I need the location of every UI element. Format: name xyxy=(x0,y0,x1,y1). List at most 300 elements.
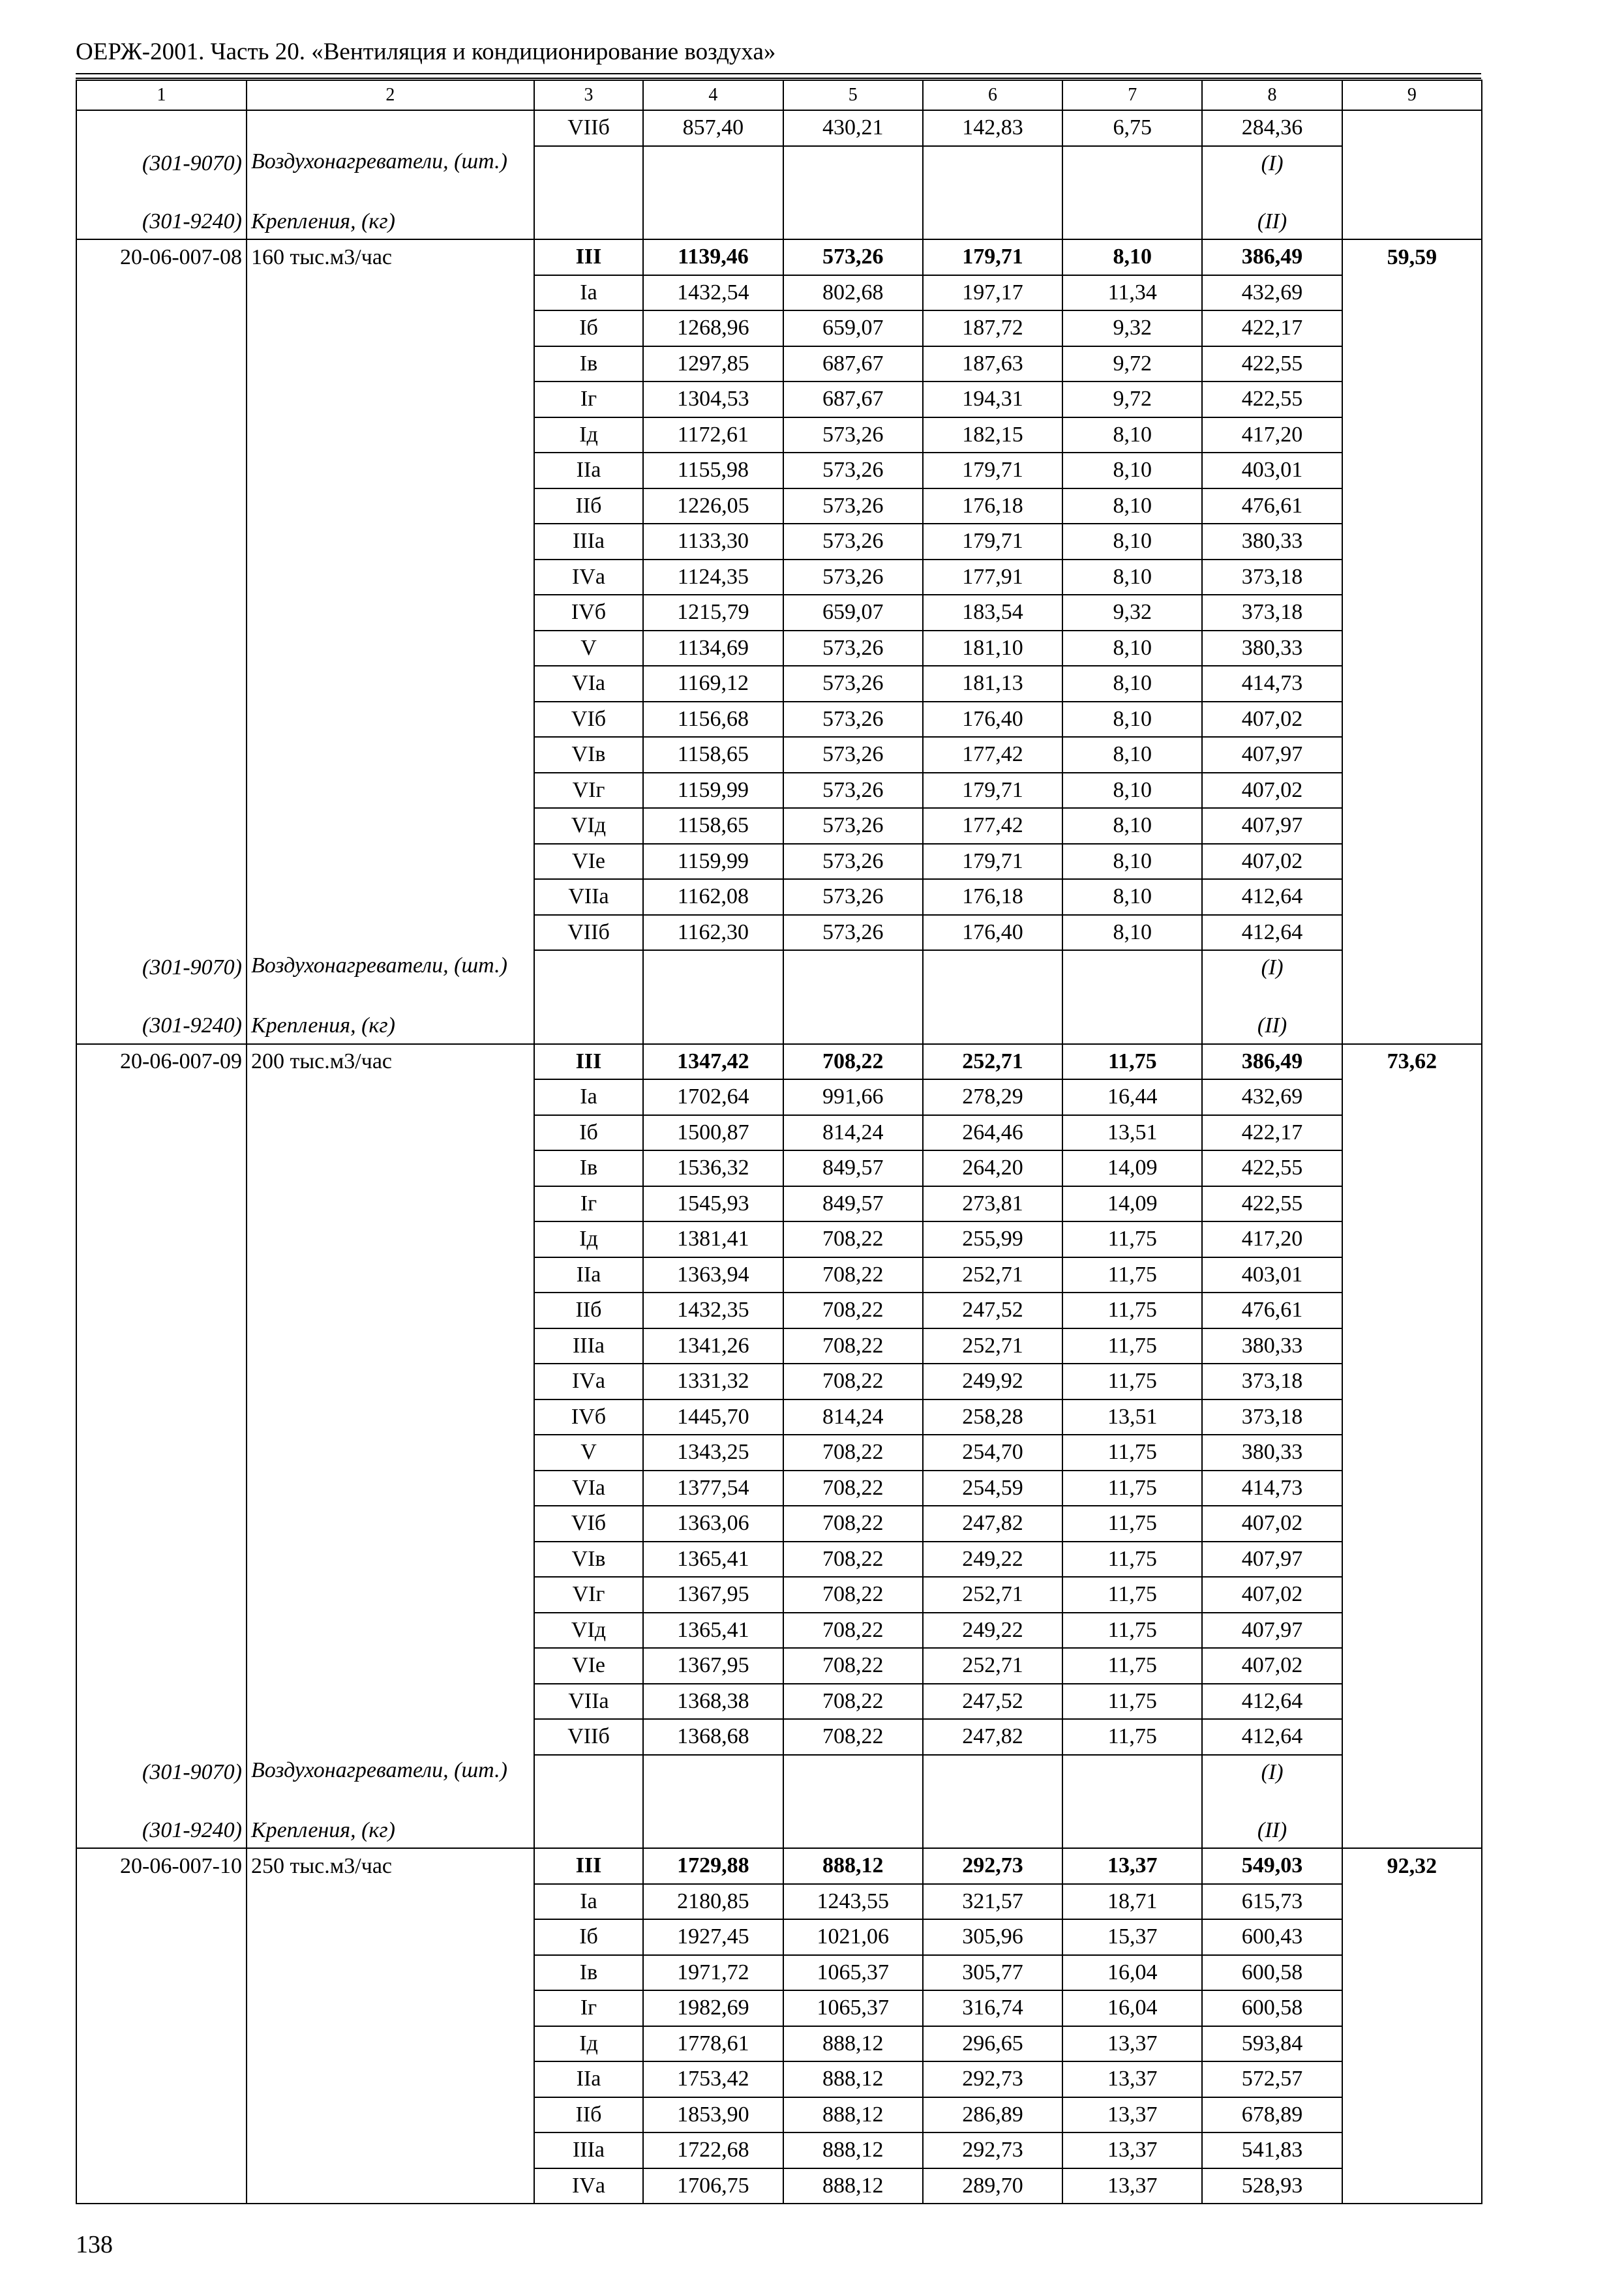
value-cell: 8,10 xyxy=(1062,417,1202,453)
empty-cell xyxy=(923,1755,1062,1814)
empty-cell xyxy=(1342,1719,1482,1755)
value-cell: 142,83 xyxy=(923,110,1062,146)
value-cell: 181,13 xyxy=(923,666,1062,702)
value-cell: 292,73 xyxy=(923,2061,1062,2097)
value-cell: 194,31 xyxy=(923,382,1062,417)
value-cell: 1365,41 xyxy=(643,1613,783,1649)
column-number: 6 xyxy=(923,80,1062,110)
resource-ref: (I) xyxy=(1202,950,1342,1009)
value-cell: 1753,42 xyxy=(643,2061,783,2097)
value-cell: 1021,06 xyxy=(783,1919,923,1955)
empty-cell xyxy=(247,631,534,666)
empty-cell xyxy=(643,205,783,240)
value-cell: 247,82 xyxy=(923,1719,1062,1755)
column-number: 7 xyxy=(1062,80,1202,110)
value-cell: 8,10 xyxy=(1062,844,1202,880)
value-cell: Iб xyxy=(534,1919,644,1955)
table-row xyxy=(76,1257,1482,1293)
empty-cell xyxy=(1342,666,1482,702)
value-cell: IIа xyxy=(534,2061,644,2097)
value-cell: 187,72 xyxy=(923,310,1062,346)
empty-cell xyxy=(1342,950,1482,1009)
value-cell: 254,59 xyxy=(923,1471,1062,1506)
value-cell: 422,55 xyxy=(1202,1150,1342,1186)
value-cell: 8,10 xyxy=(1062,631,1202,666)
value-cell: 573,26 xyxy=(783,915,923,951)
empty-cell xyxy=(1342,808,1482,844)
value-cell: 292,73 xyxy=(923,2132,1062,2168)
value-cell: 9,72 xyxy=(1062,382,1202,417)
value-cell: 252,71 xyxy=(923,1257,1062,1293)
empty-cell xyxy=(534,1009,644,1044)
table-row xyxy=(76,2097,1482,2133)
value-cell: 252,71 xyxy=(923,1648,1062,1684)
empty-cell xyxy=(76,417,247,453)
resource-name: Крепления, (кг) xyxy=(247,205,534,240)
empty-cell xyxy=(76,560,247,595)
value-cell: 8,10 xyxy=(1062,773,1202,809)
table-row xyxy=(76,1435,1482,1471)
value-cell: 182,15 xyxy=(923,417,1062,453)
rate-name: 160 тыс.м3/час xyxy=(247,239,534,275)
value-cell: 380,33 xyxy=(1202,1435,1342,1471)
value-cell: 708,22 xyxy=(783,1364,923,1399)
empty-cell xyxy=(1342,1577,1482,1613)
empty-cell xyxy=(1342,2061,1482,2097)
value-cell: 9,32 xyxy=(1062,595,1202,631)
value-cell: 9,32 xyxy=(1062,310,1202,346)
value-cell: Iг xyxy=(534,1990,644,2026)
value-cell: 888,12 xyxy=(783,2097,923,2133)
empty-cell xyxy=(76,1506,247,1542)
value-cell: 849,57 xyxy=(783,1186,923,1222)
empty-cell xyxy=(247,1150,534,1186)
empty-cell xyxy=(247,2026,534,2062)
value-cell: 11,75 xyxy=(1062,1684,1202,1720)
empty-cell xyxy=(247,702,534,738)
empty-cell xyxy=(247,808,534,844)
value-cell: 708,22 xyxy=(783,1613,923,1649)
value-cell: 1545,93 xyxy=(643,1186,783,1222)
value-cell: 615,73 xyxy=(1202,1884,1342,1920)
table-row xyxy=(76,560,1482,595)
table-row xyxy=(76,275,1482,311)
value-cell: IVа xyxy=(534,560,644,595)
empty-cell xyxy=(247,2168,534,2204)
resource-ref: (II) xyxy=(1202,1814,1342,1849)
table-row xyxy=(76,631,1482,666)
empty-cell xyxy=(247,275,534,311)
table-row xyxy=(76,2061,1482,2097)
table-row xyxy=(76,1719,1482,1755)
value-cell: 177,42 xyxy=(923,737,1062,773)
value-cell: 247,52 xyxy=(923,1293,1062,1328)
empty-cell xyxy=(76,1364,247,1399)
value-cell: 573,26 xyxy=(783,702,923,738)
value-cell: 1536,32 xyxy=(643,1150,783,1186)
empty-cell xyxy=(1062,205,1202,240)
empty-cell xyxy=(247,737,534,773)
value-cell: 13,37 xyxy=(1062,1848,1202,1884)
empty-cell xyxy=(247,488,534,524)
rate-code: 20-06-007-08 xyxy=(76,239,247,275)
empty-cell xyxy=(1342,1186,1482,1222)
value-cell: 573,26 xyxy=(783,666,923,702)
empty-cell xyxy=(247,1990,534,2026)
value-cell: 255,99 xyxy=(923,1221,1062,1257)
value-cell: 1172,61 xyxy=(643,417,783,453)
value-cell: 414,73 xyxy=(1202,666,1342,702)
value-cell: 305,96 xyxy=(923,1919,1062,1955)
value-cell: VIг xyxy=(534,1577,644,1613)
empty-cell xyxy=(1342,1364,1482,1399)
value-cell: 254,70 xyxy=(923,1435,1062,1471)
column-number: 9 xyxy=(1342,80,1482,110)
resource-ref: (II) xyxy=(1202,205,1342,240)
empty-cell xyxy=(1342,1079,1482,1115)
value-cell: 417,20 xyxy=(1202,417,1342,453)
empty-cell xyxy=(247,1364,534,1399)
empty-cell xyxy=(247,1471,534,1506)
value-cell: IIб xyxy=(534,1293,644,1328)
value-cell: 1971,72 xyxy=(643,1955,783,1991)
value-cell: 687,67 xyxy=(783,382,923,417)
value-cell: 13,37 xyxy=(1062,2097,1202,2133)
empty-cell xyxy=(1342,1399,1482,1435)
value-cell: 11,75 xyxy=(1062,1257,1202,1293)
empty-cell xyxy=(247,310,534,346)
rates-table xyxy=(76,80,1482,2204)
value-cell: 573,26 xyxy=(783,737,923,773)
table-row xyxy=(76,1079,1482,1115)
empty-cell xyxy=(534,205,644,240)
resource-code: (301-9070) xyxy=(76,1755,247,1814)
empty-cell xyxy=(247,1884,534,1920)
value-cell: 373,18 xyxy=(1202,595,1342,631)
value-cell: IVб xyxy=(534,595,644,631)
empty-cell xyxy=(247,560,534,595)
empty-cell xyxy=(1342,275,1482,311)
value-cell: 407,97 xyxy=(1202,1542,1342,1578)
value-cell: 249,22 xyxy=(923,1542,1062,1578)
column-number-row xyxy=(76,80,1482,110)
value-cell: VIг xyxy=(534,773,644,809)
value-cell: 708,22 xyxy=(783,1542,923,1578)
value-cell: 1159,99 xyxy=(643,844,783,880)
empty-cell xyxy=(1342,1955,1482,1991)
empty-cell xyxy=(1342,1919,1482,1955)
empty-cell xyxy=(1342,1648,1482,1684)
empty-cell xyxy=(76,879,247,915)
value-cell: 1381,41 xyxy=(643,1221,783,1257)
col9-value: 92,32 xyxy=(1342,1848,1482,1884)
value-cell: 13,51 xyxy=(1062,1115,1202,1151)
empty-cell xyxy=(1062,1814,1202,1849)
value-cell: 549,03 xyxy=(1202,1848,1342,1884)
value-cell: IVа xyxy=(534,2168,644,2204)
empty-cell xyxy=(1342,1471,1482,1506)
empty-cell xyxy=(76,1919,247,1955)
value-cell: IIIа xyxy=(534,1328,644,1364)
empty-cell xyxy=(76,524,247,560)
value-cell: 888,12 xyxy=(783,1848,923,1884)
value-cell: 289,70 xyxy=(923,2168,1062,2204)
value-cell: 11,75 xyxy=(1062,1044,1202,1080)
table-row xyxy=(76,417,1482,453)
value-cell: 11,75 xyxy=(1062,1542,1202,1578)
value-cell: 11,75 xyxy=(1062,1471,1202,1506)
empty-cell xyxy=(76,346,247,382)
value-cell: 407,02 xyxy=(1202,773,1342,809)
value-cell: 16,44 xyxy=(1062,1079,1202,1115)
value-cell: 179,71 xyxy=(923,773,1062,809)
value-cell: 1226,05 xyxy=(643,488,783,524)
value-cell: 386,49 xyxy=(1202,1044,1342,1080)
value-cell: 991,66 xyxy=(783,1079,923,1115)
empty-cell xyxy=(76,773,247,809)
value-cell: 573,26 xyxy=(783,239,923,275)
empty-cell xyxy=(76,915,247,951)
empty-cell xyxy=(783,950,923,1009)
empty-cell xyxy=(76,1955,247,1991)
empty-cell xyxy=(1342,1257,1482,1293)
value-cell: Iв xyxy=(534,1150,644,1186)
empty-cell xyxy=(76,2097,247,2133)
value-cell: VIа xyxy=(534,1471,644,1506)
value-cell: 1162,08 xyxy=(643,879,783,915)
empty-cell xyxy=(1342,524,1482,560)
value-cell: 708,22 xyxy=(783,1293,923,1328)
empty-cell xyxy=(1342,1009,1482,1044)
empty-cell xyxy=(923,205,1062,240)
empty-cell xyxy=(76,488,247,524)
empty-cell xyxy=(1342,310,1482,346)
value-cell: 422,55 xyxy=(1202,382,1342,417)
empty-cell xyxy=(1342,595,1482,631)
value-cell: 1729,88 xyxy=(643,1848,783,1884)
value-cell: 8,10 xyxy=(1062,808,1202,844)
empty-cell xyxy=(1342,417,1482,453)
empty-cell xyxy=(76,1684,247,1720)
value-cell: 708,22 xyxy=(783,1577,923,1613)
value-cell: 1368,38 xyxy=(643,1684,783,1720)
value-cell: Iд xyxy=(534,2026,644,2062)
table-row xyxy=(76,488,1482,524)
value-cell: 197,17 xyxy=(923,275,1062,311)
column-number: 4 xyxy=(643,80,783,110)
value-cell: 573,26 xyxy=(783,808,923,844)
table-row xyxy=(76,1684,1482,1720)
table-row xyxy=(76,1884,1482,1920)
empty-cell xyxy=(247,666,534,702)
value-cell: 252,71 xyxy=(923,1044,1062,1080)
empty-cell xyxy=(76,1719,247,1755)
value-cell: 412,64 xyxy=(1202,879,1342,915)
empty-cell xyxy=(247,2132,534,2168)
table-row xyxy=(76,1648,1482,1684)
value-cell: 1133,30 xyxy=(643,524,783,560)
empty-cell xyxy=(1342,1884,1482,1920)
empty-cell xyxy=(76,2026,247,2062)
value-cell: 417,20 xyxy=(1202,1221,1342,1257)
column-number: 8 xyxy=(1202,80,1342,110)
value-cell: 305,77 xyxy=(923,1955,1062,1991)
resource-name: Воздухонагреватели, (шт.) xyxy=(247,1755,534,1814)
value-cell: 600,43 xyxy=(1202,1919,1342,1955)
value-cell: 1347,42 xyxy=(643,1044,783,1080)
value-cell: 181,10 xyxy=(923,631,1062,666)
value-cell: 407,02 xyxy=(1202,702,1342,738)
empty-cell xyxy=(76,275,247,311)
value-cell: VIIб xyxy=(534,1719,644,1755)
value-cell: 1215,79 xyxy=(643,595,783,631)
empty-cell xyxy=(247,773,534,809)
column-number: 2 xyxy=(247,80,534,110)
empty-cell xyxy=(247,524,534,560)
empty-cell xyxy=(247,1293,534,1328)
empty-cell xyxy=(923,1814,1062,1849)
empty-cell xyxy=(76,382,247,417)
resource-name: Воздухонагреватели, (шт.) xyxy=(247,146,534,205)
value-cell: VIIб xyxy=(534,110,644,146)
empty-cell xyxy=(76,1471,247,1506)
value-cell: 708,22 xyxy=(783,1719,923,1755)
value-cell: 708,22 xyxy=(783,1044,923,1080)
value-cell: VIIб xyxy=(534,915,644,951)
value-cell: 176,18 xyxy=(923,488,1062,524)
empty-cell xyxy=(76,1884,247,1920)
value-cell: 1927,45 xyxy=(643,1919,783,1955)
value-cell: 600,58 xyxy=(1202,1955,1342,1991)
value-cell: 380,33 xyxy=(1202,524,1342,560)
empty-cell xyxy=(76,1435,247,1471)
value-cell: 278,29 xyxy=(923,1079,1062,1115)
empty-cell xyxy=(247,1919,534,1955)
value-cell: 422,17 xyxy=(1202,1115,1342,1151)
empty-cell xyxy=(247,1221,534,1257)
value-cell: 6,75 xyxy=(1062,110,1202,146)
empty-cell xyxy=(247,915,534,951)
value-cell: 15,37 xyxy=(1062,1919,1202,1955)
value-cell: 573,26 xyxy=(783,453,923,488)
table-row xyxy=(76,453,1482,488)
value-cell: 1155,98 xyxy=(643,453,783,488)
value-cell: 177,42 xyxy=(923,808,1062,844)
value-cell: 407,97 xyxy=(1202,1613,1342,1649)
empty-cell xyxy=(76,1115,247,1151)
empty-cell xyxy=(76,1990,247,2026)
value-cell: IIIа xyxy=(534,2132,644,2168)
value-cell: VIд xyxy=(534,808,644,844)
empty-cell xyxy=(247,1399,534,1435)
value-cell: 373,18 xyxy=(1202,1399,1342,1435)
empty-cell xyxy=(247,2061,534,2097)
value-cell: 258,28 xyxy=(923,1399,1062,1435)
empty-cell xyxy=(247,1955,534,1991)
empty-cell xyxy=(1342,2097,1482,2133)
empty-cell xyxy=(247,417,534,453)
value-cell: 8,10 xyxy=(1062,488,1202,524)
value-cell: Iв xyxy=(534,1955,644,1991)
value-cell: 1365,41 xyxy=(643,1542,783,1578)
value-cell: 292,73 xyxy=(923,1848,1062,1884)
value-cell: 1368,68 xyxy=(643,1719,783,1755)
empty-cell xyxy=(643,950,783,1009)
value-cell: Iа xyxy=(534,275,644,311)
empty-cell xyxy=(76,1577,247,1613)
empty-cell xyxy=(76,666,247,702)
value-cell: 8,10 xyxy=(1062,239,1202,275)
empty-cell xyxy=(643,146,783,205)
table-row xyxy=(76,346,1482,382)
value-cell: 183,54 xyxy=(923,595,1062,631)
empty-cell xyxy=(247,595,534,631)
value-cell: 573,26 xyxy=(783,488,923,524)
value-cell: Iв xyxy=(534,346,644,382)
empty-cell xyxy=(247,110,534,146)
value-cell: 13,37 xyxy=(1062,2026,1202,2062)
empty-cell xyxy=(1342,1755,1482,1814)
value-cell: 386,49 xyxy=(1202,239,1342,275)
value-cell: 316,74 xyxy=(923,1990,1062,2026)
value-cell: 573,26 xyxy=(783,631,923,666)
value-cell: 1377,54 xyxy=(643,1471,783,1506)
table-row xyxy=(76,2026,1482,2062)
value-cell: 600,58 xyxy=(1202,1990,1342,2026)
value-cell: 176,18 xyxy=(923,879,1062,915)
header-double-rule xyxy=(76,73,1481,79)
value-cell: 13,51 xyxy=(1062,1399,1202,1435)
value-cell: 814,24 xyxy=(783,1399,923,1435)
value-cell: 8,10 xyxy=(1062,524,1202,560)
value-cell: 1297,85 xyxy=(643,346,783,382)
value-cell: 11,75 xyxy=(1062,1435,1202,1471)
value-cell: Iа xyxy=(534,1884,644,1920)
resource-code: (301-9070) xyxy=(76,950,247,1009)
empty-cell xyxy=(534,1814,644,1849)
empty-cell xyxy=(534,146,644,205)
empty-cell xyxy=(76,1399,247,1435)
column-number: 3 xyxy=(534,80,644,110)
value-cell: 1156,68 xyxy=(643,702,783,738)
empty-cell xyxy=(1342,560,1482,595)
page-number: 138 xyxy=(76,2231,113,2258)
resource-code: (301-9240) xyxy=(76,1009,247,1044)
empty-cell xyxy=(1062,1755,1202,1814)
value-cell: 247,82 xyxy=(923,1506,1062,1542)
table-row xyxy=(76,702,1482,738)
empty-cell xyxy=(247,1257,534,1293)
value-cell: Iд xyxy=(534,1221,644,1257)
value-cell: 857,40 xyxy=(643,110,783,146)
empty-cell xyxy=(783,1814,923,1849)
value-cell: 13,37 xyxy=(1062,2061,1202,2097)
rate-code: 20-06-007-10 xyxy=(76,1848,247,1884)
value-cell: III xyxy=(534,1044,644,1080)
rate-name: 250 тыс.м3/час xyxy=(247,1848,534,1884)
value-cell: 14,09 xyxy=(1062,1150,1202,1186)
value-cell: 373,18 xyxy=(1202,560,1342,595)
table-row xyxy=(76,879,1482,915)
resource-name: Крепления, (кг) xyxy=(247,1814,534,1849)
value-cell: 11,75 xyxy=(1062,1293,1202,1328)
value-cell: VIе xyxy=(534,844,644,880)
value-cell: 1343,25 xyxy=(643,1435,783,1471)
empty-cell xyxy=(923,1009,1062,1044)
value-cell: III xyxy=(534,1848,644,1884)
value-cell: 8,10 xyxy=(1062,666,1202,702)
table-row xyxy=(76,1186,1482,1222)
